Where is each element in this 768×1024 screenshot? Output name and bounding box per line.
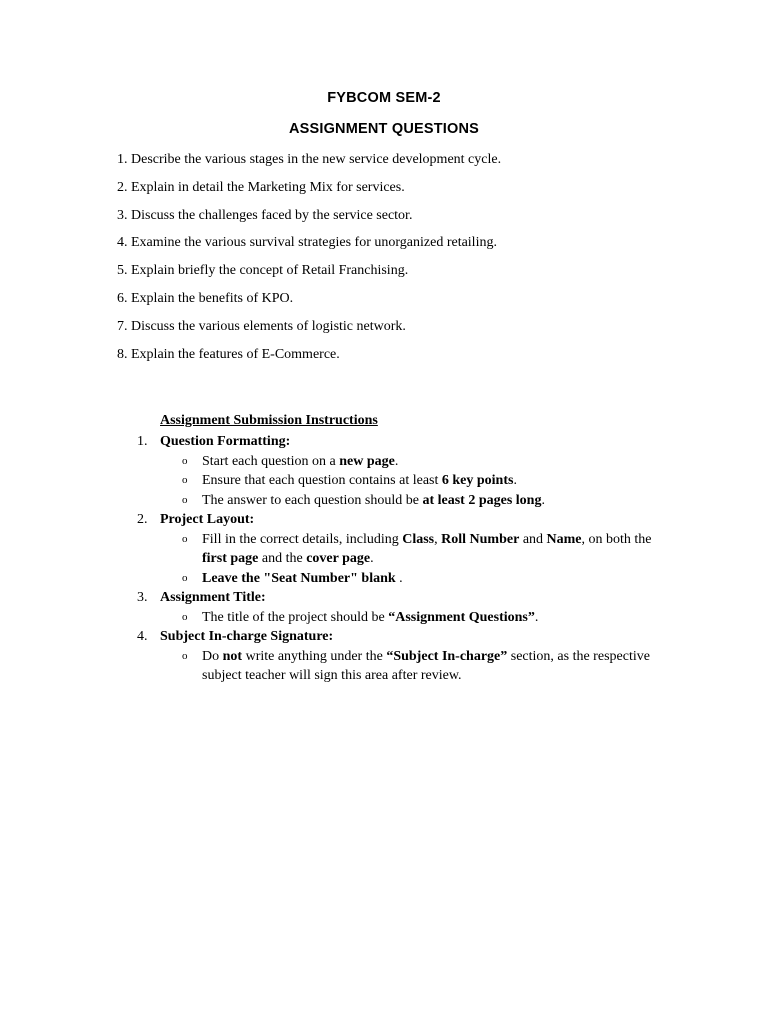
question-item: 3. Discuss the challenges faced by the service sector. <box>117 207 413 223</box>
point-text: . <box>370 551 374 566</box>
point-text: and the <box>258 551 307 566</box>
question-item: 2. Explain in detail the Marketing Mix for services. <box>117 179 405 195</box>
point-bold-text: Name <box>546 531 582 547</box>
instruction-points <box>160 452 657 511</box>
question-item: 6. Explain the benefits of KPO. <box>117 290 294 306</box>
point-text: and <box>519 531 547 547</box>
instruction-point <box>160 608 657 628</box>
bullet-icon: o <box>182 474 188 486</box>
instruction-point <box>160 569 657 589</box>
instruction-heading: Assignment Title: <box>160 590 266 605</box>
instruction-item <box>137 588 657 627</box>
question-item: 5. Explain briefly the concept of Retail Franchising. <box>117 263 409 279</box>
point-text: write anything under the <box>242 648 387 664</box>
instruction-number: 3. <box>137 590 148 605</box>
point-text: . <box>394 453 399 469</box>
point-text: Fill in the correct details, including <box>202 531 403 547</box>
instruction-point <box>160 452 657 472</box>
point-bold-text: “Subject In-charge” <box>386 648 508 664</box>
instructions-title: Assignment Submission Instructions <box>160 413 378 428</box>
instruction-item <box>137 432 657 510</box>
instruction-heading: Question Formatting: <box>160 434 291 449</box>
point-bold-text: new page <box>339 453 395 469</box>
point-text: Do <box>202 648 223 664</box>
point-text: Start each question on a <box>202 453 340 469</box>
point-text: . <box>534 609 539 625</box>
instructions-list <box>137 432 657 686</box>
point-bold-text: Leave the "Seat Number" blank <box>202 570 396 586</box>
point-text: . <box>541 492 545 508</box>
point-bold-text: Class <box>402 531 435 547</box>
point-bold-text: “Assignment Questions” <box>388 609 535 625</box>
instruction-point <box>160 530 657 569</box>
point-text: . <box>513 473 517 488</box>
instruction-item <box>137 627 657 686</box>
point-text: The answer to each question should be <box>202 492 423 508</box>
point-text: , <box>434 531 442 547</box>
point-bold-text: 6 key points <box>441 473 514 488</box>
bullet-icon: o <box>182 532 188 545</box>
bullet-icon: o <box>182 493 188 506</box>
bullet-icon: o <box>182 610 188 623</box>
instruction-number: 4. <box>137 629 148 644</box>
point-bold-text: cover page <box>306 551 371 566</box>
point-text: Ensure that each question contains at least <box>202 473 442 488</box>
question-item: 4. Examine the various survival strategies for unorganized retailing. <box>117 235 497 251</box>
instruction-number: 1. <box>137 434 148 449</box>
instruction-number: 2. <box>137 512 148 527</box>
point-text: section, as the respective subject teacher will sign this area after review. <box>202 648 650 683</box>
point-bold-text: Roll Number <box>441 531 520 547</box>
question-list <box>117 151 717 373</box>
point-bold-text: at least 2 pages long <box>422 492 542 508</box>
point-text: , on both the <box>581 531 652 547</box>
course-heading: FYBCOM SEM-2 <box>327 90 441 106</box>
point-text: The title of the project should be <box>202 609 389 625</box>
question-item: 7. Discuss the various elements of logistic network. <box>117 318 406 334</box>
instruction-points <box>160 608 657 628</box>
instruction-item <box>137 510 657 588</box>
bullet-icon: o <box>182 454 188 467</box>
point-bold-text: first page <box>202 551 259 566</box>
instruction-heading: Project Layout: <box>160 512 255 527</box>
bullet-icon: o <box>182 649 188 662</box>
instruction-heading: Subject In-charge Signature: <box>160 629 334 644</box>
bullet-icon: o <box>182 571 188 584</box>
instruction-point <box>160 491 657 511</box>
point-text: . <box>395 570 403 586</box>
instruction-point <box>160 471 657 491</box>
question-item: 1. Describe the various stages in the new service development cycle. <box>117 152 502 167</box>
page-title: ASSIGNMENT QUESTIONS <box>288 121 480 137</box>
instruction-points <box>160 530 657 589</box>
point-bold-text: not <box>222 648 243 664</box>
question-item: 8. Explain the features of E-Commerce. <box>117 346 340 362</box>
instruction-point <box>160 647 657 686</box>
instruction-points <box>160 647 657 686</box>
